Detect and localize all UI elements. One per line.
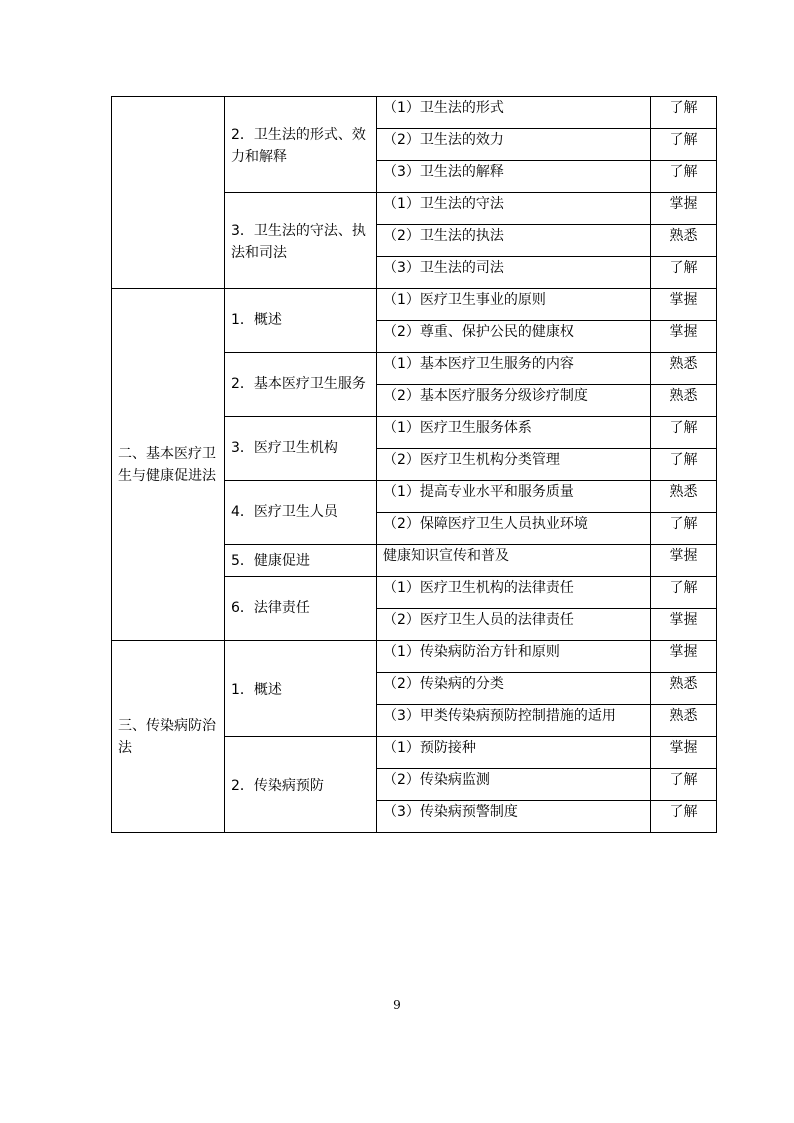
level-cell: 了解 [651, 769, 717, 801]
point-cell: （1）医疗卫生事业的原则 [377, 289, 651, 321]
point-cell: （1）预防接种 [377, 737, 651, 769]
level-cell: 了解 [651, 577, 717, 609]
level-cell: 掌握 [651, 193, 717, 225]
point-cell: （2）尊重、保护公民的健康权 [377, 321, 651, 353]
point-cell: （3）甲类传染病预防控制措施的适用 [377, 705, 651, 737]
table-row [112, 641, 717, 673]
topic-cell: 2．卫生法的形式、效力和解释 [225, 97, 377, 193]
topic-cell: 2．基本医疗卫生服务 [225, 353, 377, 417]
topic-cell: 5．健康促进 [225, 545, 377, 577]
level-cell: 熟悉 [651, 705, 717, 737]
point-cell: （1）传染病防治方针和原则 [377, 641, 651, 673]
level-cell: 了解 [651, 257, 717, 289]
level-cell: 了解 [651, 449, 717, 481]
point-cell: （2）传染病监测 [377, 769, 651, 801]
topic-cell: 2．传染病预防 [225, 737, 377, 833]
point-cell: （1）卫生法的守法 [377, 193, 651, 225]
level-cell: 了解 [651, 161, 717, 193]
point-cell: （1）卫生法的形式 [377, 97, 651, 129]
topic-cell: 1．概述 [225, 289, 377, 353]
level-cell: 掌握 [651, 641, 717, 673]
table-row [112, 97, 717, 129]
point-cell: （3）传染病预警制度 [377, 801, 651, 833]
level-cell: 掌握 [651, 321, 717, 353]
syllabus-table [111, 96, 717, 833]
level-cell: 掌握 [651, 609, 717, 641]
level-cell: 掌握 [651, 289, 717, 321]
unit-cell: 二、基本医疗卫生与健康促进法 [112, 289, 225, 641]
point-cell: （3）卫生法的司法 [377, 257, 651, 289]
level-cell: 熟悉 [651, 673, 717, 705]
level-cell: 熟悉 [651, 353, 717, 385]
level-cell: 了解 [651, 801, 717, 833]
level-cell: 了解 [651, 417, 717, 449]
point-cell: （2）传染病的分类 [377, 673, 651, 705]
point-cell: （1）医疗卫生机构的法律责任 [377, 577, 651, 609]
level-cell: 了解 [651, 129, 717, 161]
point-cell: （2）卫生法的执法 [377, 225, 651, 257]
point-cell: （1）提高专业水平和服务质量 [377, 481, 651, 513]
unit-cell [112, 97, 225, 289]
point-cell: （2）医疗卫生机构分类管理 [377, 449, 651, 481]
level-cell: 熟悉 [651, 385, 717, 417]
topic-cell: 3．卫生法的守法、执法和司法 [225, 193, 377, 289]
unit-cell: 三、传染病防治法 [112, 641, 225, 833]
topic-cell: 6．法律责任 [225, 577, 377, 641]
level-cell: 掌握 [651, 545, 717, 577]
point-cell: 健康知识宣传和普及 [377, 545, 651, 577]
point-cell: （2）医疗卫生人员的法律责任 [377, 609, 651, 641]
point-cell: （3）卫生法的解释 [377, 161, 651, 193]
point-cell: （1）基本医疗卫生服务的内容 [377, 353, 651, 385]
page-number: 9 [393, 998, 401, 1012]
level-cell: 了解 [651, 97, 717, 129]
topic-cell: 3．医疗卫生机构 [225, 417, 377, 481]
table-row [112, 289, 717, 321]
point-cell: （2）卫生法的效力 [377, 129, 651, 161]
topic-cell: 4．医疗卫生人员 [225, 481, 377, 545]
point-cell: （2）基本医疗服务分级诊疗制度 [377, 385, 651, 417]
point-cell: （1）医疗卫生服务体系 [377, 417, 651, 449]
level-cell: 了解 [651, 513, 717, 545]
level-cell: 熟悉 [651, 481, 717, 513]
level-cell: 掌握 [651, 737, 717, 769]
point-cell: （2）保障医疗卫生人员执业环境 [377, 513, 651, 545]
level-cell: 熟悉 [651, 225, 717, 257]
topic-cell: 1．概述 [225, 641, 377, 737]
